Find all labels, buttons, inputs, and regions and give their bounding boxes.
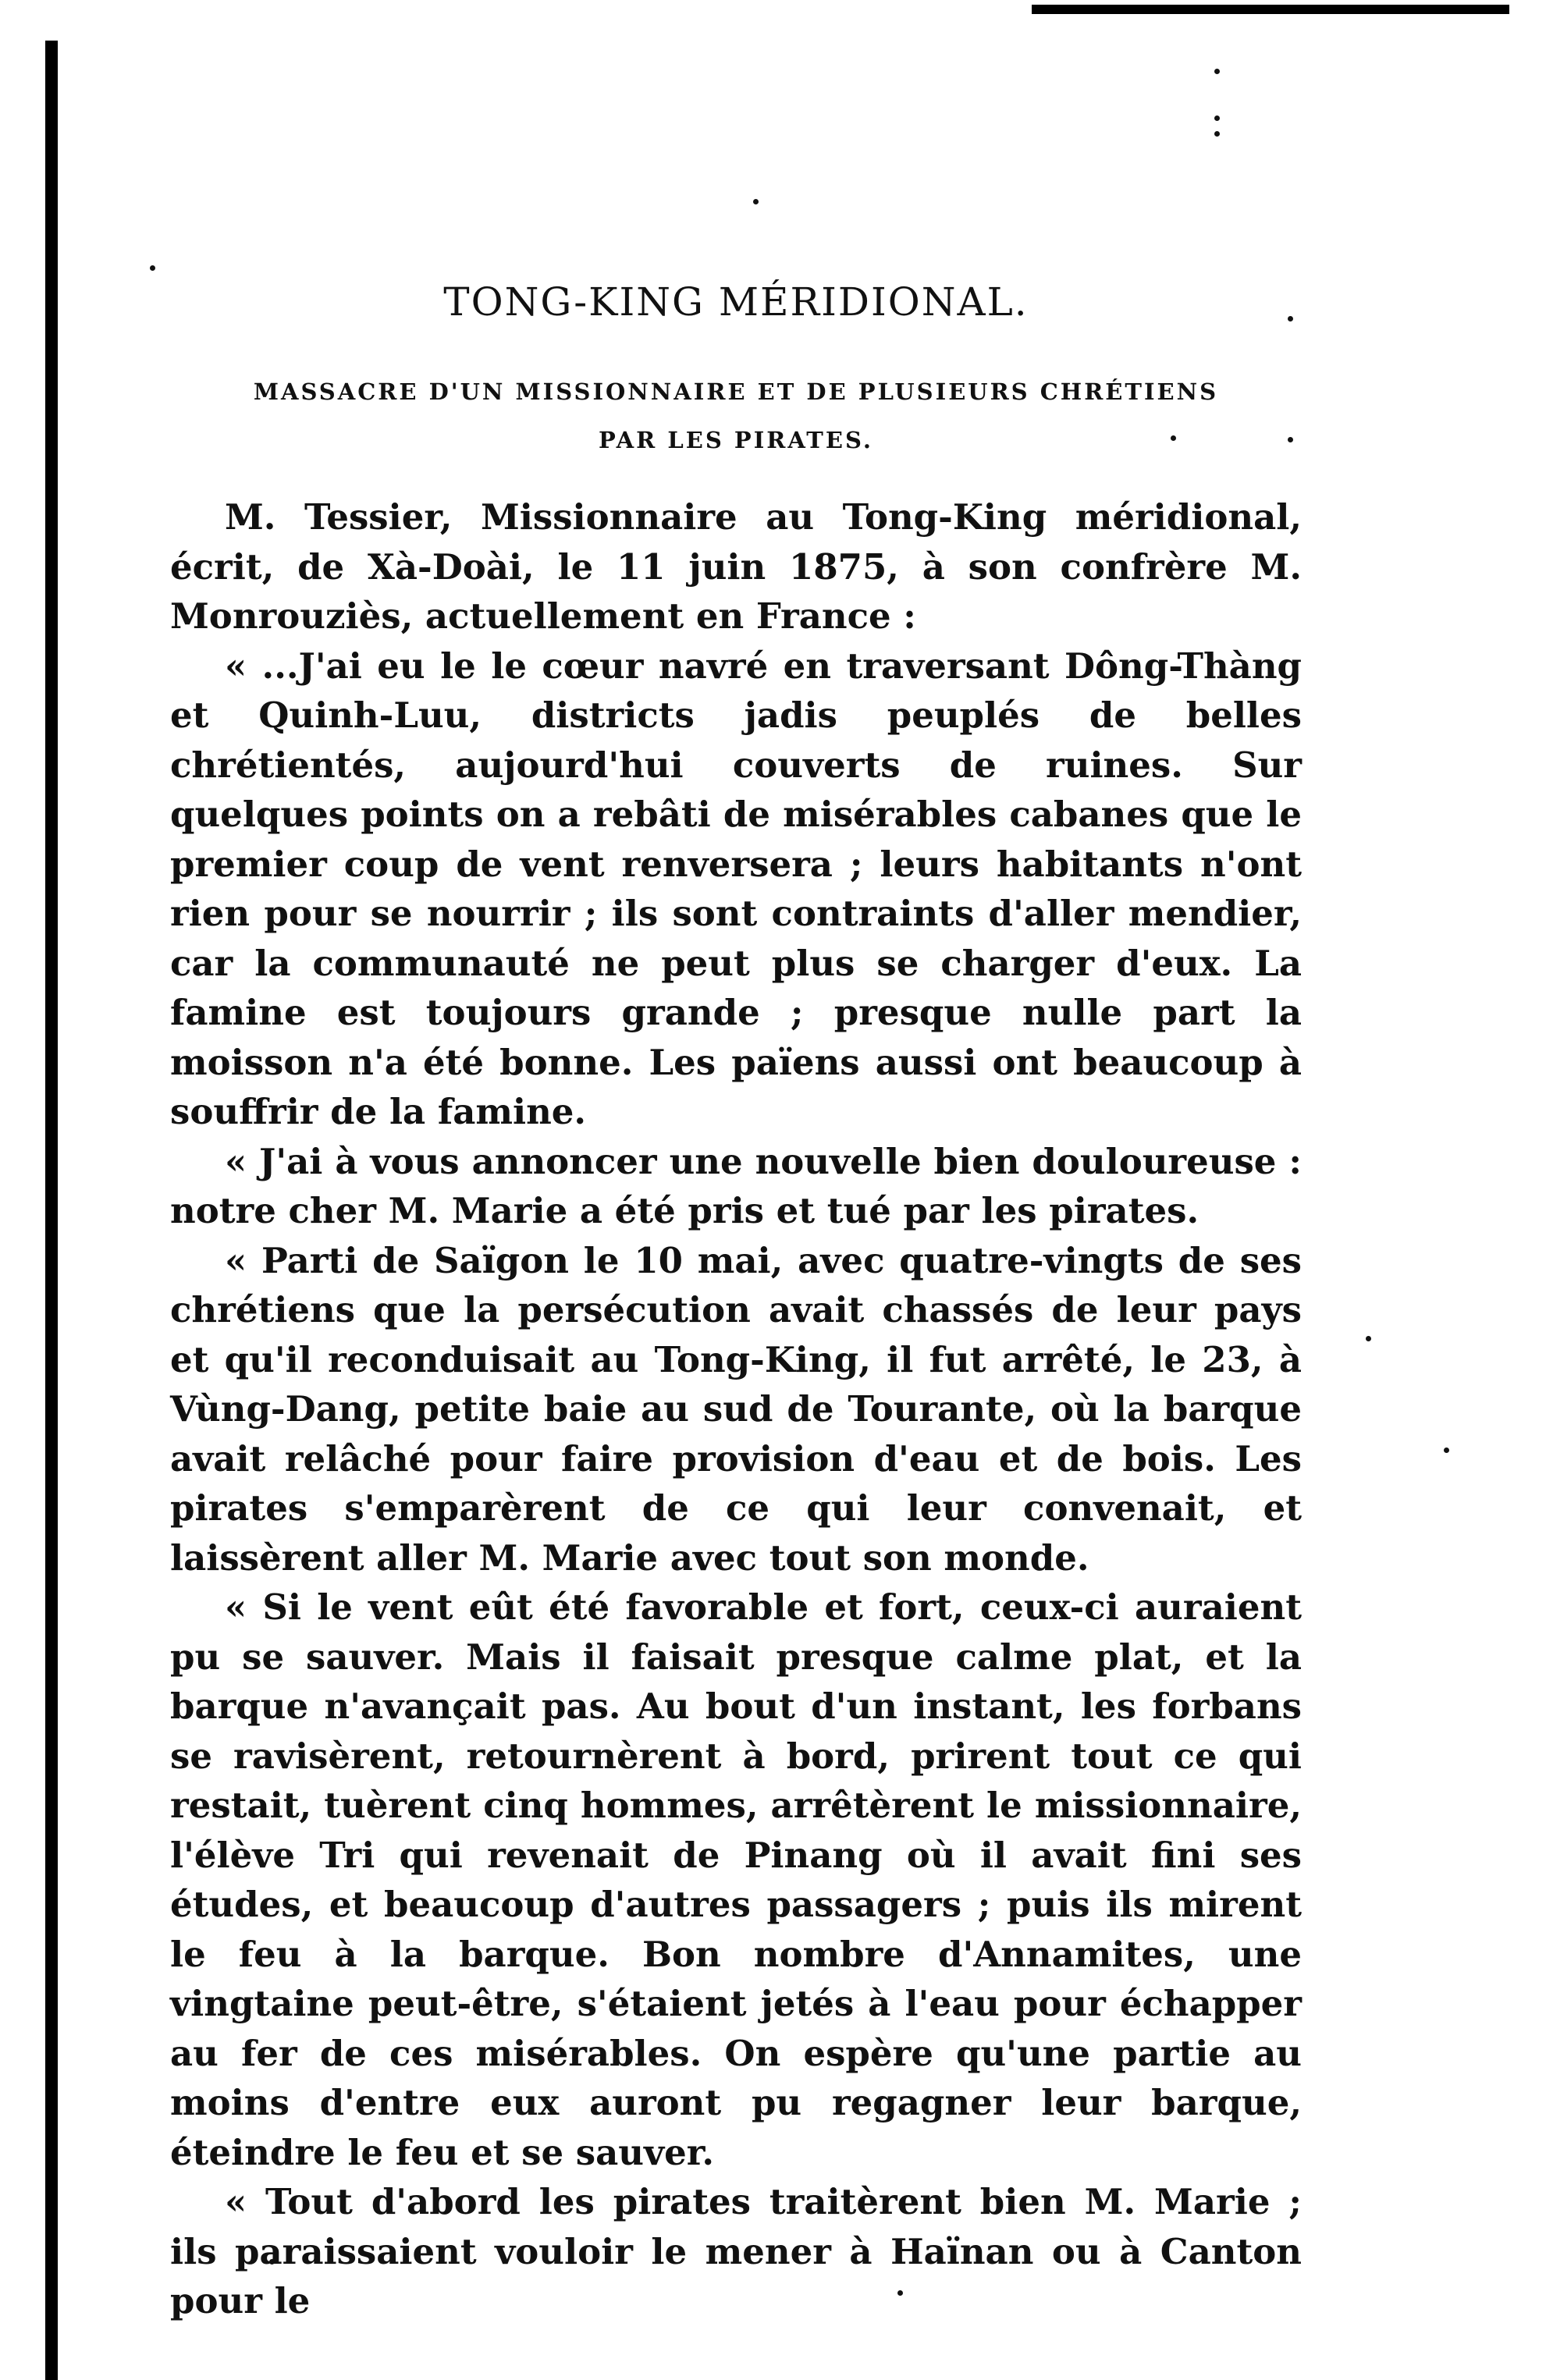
speck (150, 265, 155, 271)
paragraph: « ...J'ai eu le le cœur navré en traversant Dông-Thàng et Quinh-Luu, districts jadis peuplés de belles chrétientés, aujourd'hui couverts de ruines. Sur quelques points on a rebâti de misérables cabanes que le premier coup de vent renversera ; leurs habitants n'ont rien pour se nourrir ; ils sont contraints d'aller mendier, car la communauté ne peut plus se charger d'eux. La famine est toujours grande ; presque nulle part la moisson n'a été bonne. Les païens aussi ont beaucoup à souffrir de la famine. (170, 645, 1302, 1132)
letter-body (170, 492, 1302, 2326)
page-binding-shadow (45, 41, 58, 2380)
speck (1214, 131, 1220, 137)
paragraph: M. Tessier, Missionnaire au Tong-King méridional, écrit, de Xà-Doài, le 11 juin 1875, à son confrère M. Monrouziès, actuellement en France : (170, 496, 1302, 637)
speck (1366, 1336, 1371, 1341)
subtitle-line: MASSACRE D'UN MISSIONNAIRE ET DE PLUSIEURS CHRÉTIENS (253, 378, 1219, 405)
top-rule (1032, 5, 1509, 14)
article-subtitle (170, 368, 1302, 464)
book-page (170, 277, 1302, 2326)
speck (1214, 69, 1220, 74)
paragraph: « J'ai à vous annoncer une nouvelle bien douloureuse : notre cher M. Marie a été pris et tué par les pirates. (170, 1140, 1302, 1231)
paragraph: « Tout d'abord les pirates traitèrent bien M. Marie ; ils paraissaient vouloir le mener à Haïnan ou à Canton pour le (170, 2181, 1302, 2321)
subtitle-line: PAR LES PIRATES. (598, 427, 873, 453)
speck (753, 199, 759, 204)
page-title: TONG-KING MÉRIDIONAL. (443, 279, 1029, 325)
paragraph: « Parti de Saïgon le 10 mai, avec quatre-vingts de ses chrétiens que la persécution avait chassés de leur pays et qu'il reconduisait au Tong-King, il fut arrêté, le 23, à Vùng-Dang, petite baie au sud de Tourante, où la barque avait relâché pour faire provision d'eau et de bois. Les pirates s'emparèrent de ce qui leur convenait, et laissèrent aller M. Marie avec tout son monde. (170, 1239, 1302, 1579)
speck (1444, 1448, 1449, 1453)
paragraph: « Si le vent eût été favorable et fort, ceux-ci auraient pu se sauver. Mais il faisait presque calme plat, et la barque n'avançait pas. Au bout d'un instant, les forbans se ravisèrent, retournèrent à bord, prirent tout ce qui restait, tuèrent cinq hommes, arrêtèrent le missionnaire, l'élève Tri qui revenait de Pinang où il avait fini ses études, et beaucoup d'autres passagers ; puis ils mirent le feu à la barque. Bon nombre d'Annamites, une vingtaine peut-être, s'étaient jetés à l'eau pour échapper au fer de ces misérables. On espère qu'une partie au moins d'entre eux auront pu regagner leur barque, éteindre le feu et se sauver. (170, 1586, 1302, 2173)
speck (1214, 115, 1220, 121)
